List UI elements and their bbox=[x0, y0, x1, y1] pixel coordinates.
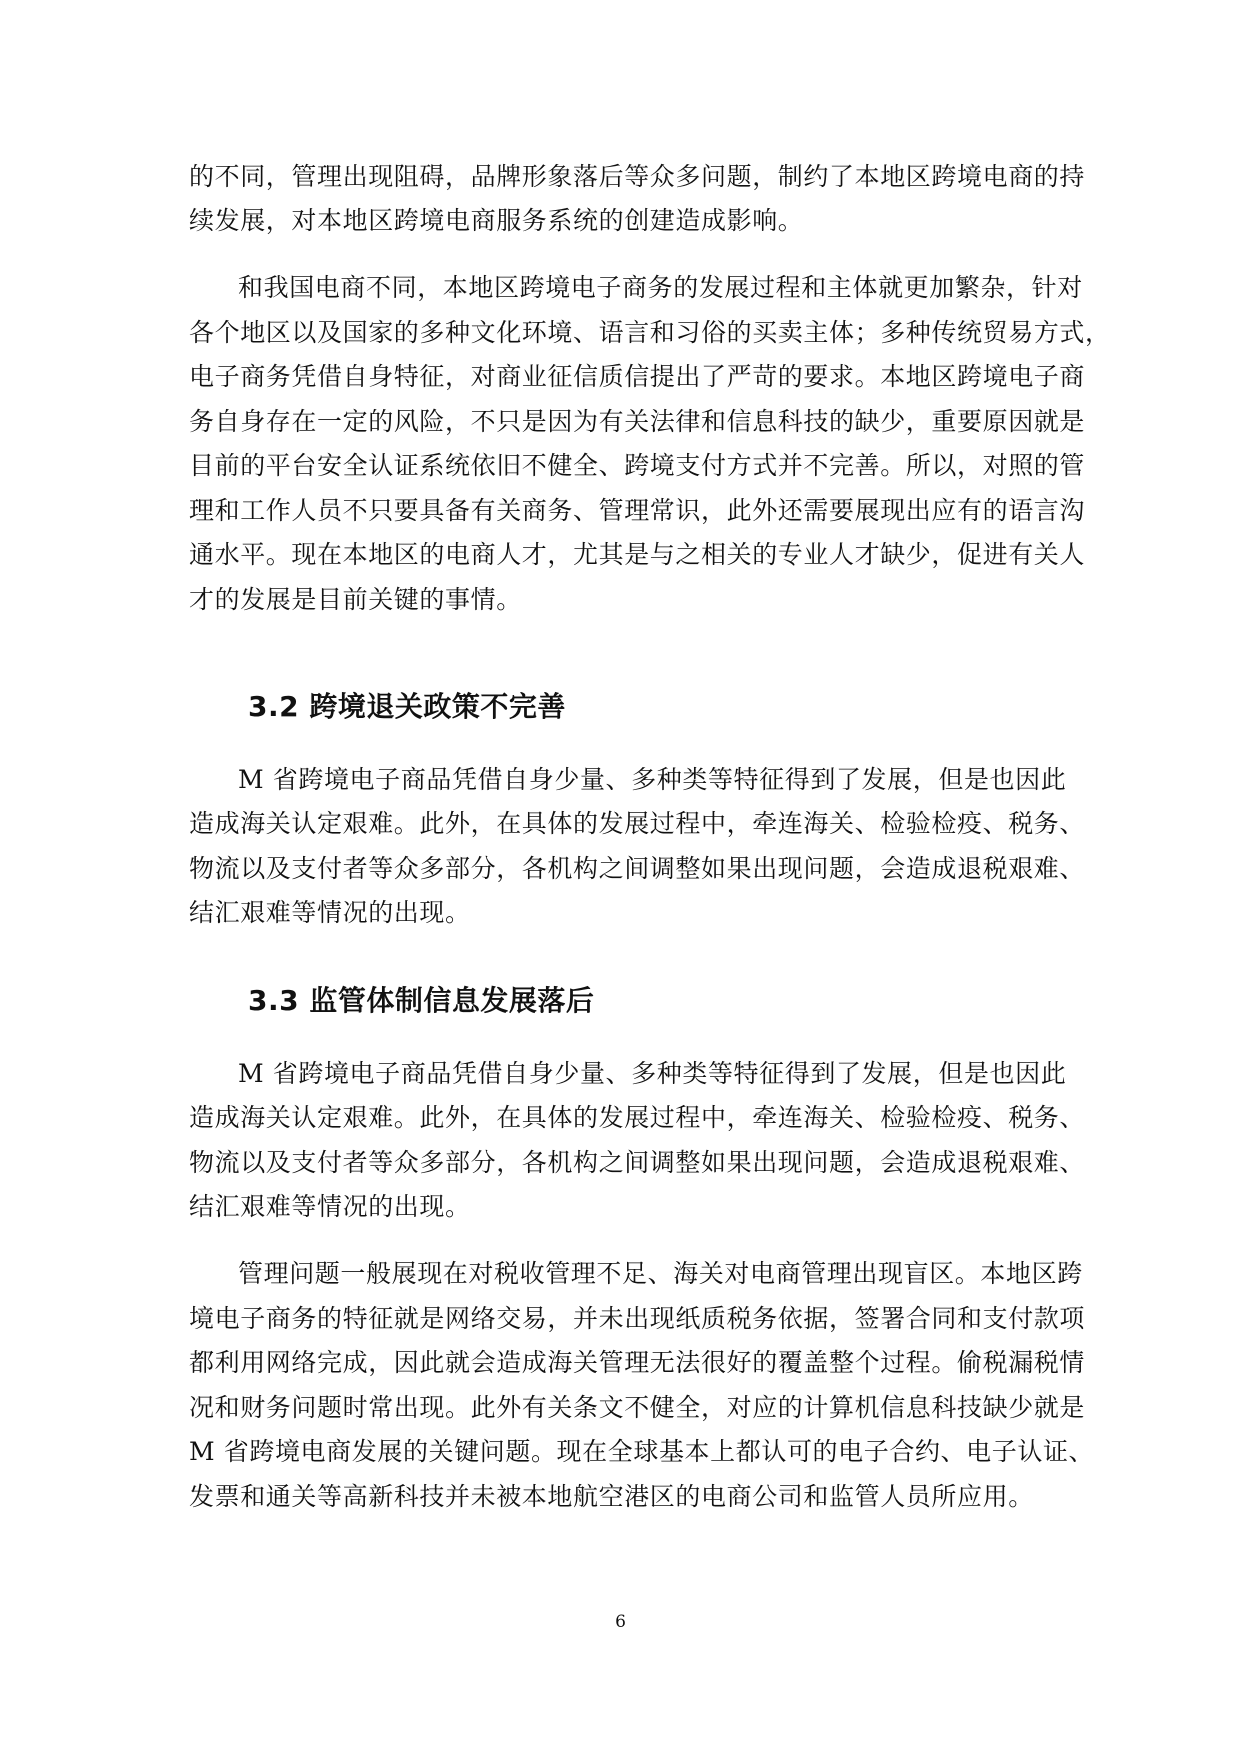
text-line: 物流以及支付者等众多部分，各机构之间调整如果出现问题，会造成退税艰难、 bbox=[189, 854, 1086, 883]
text-line: 和我国电商不同，本地区跨境电子商务的发展过程和主体就更加繁杂，针对 bbox=[238, 273, 1083, 302]
text-line: 结汇艰难等情况的出现。 bbox=[189, 1192, 471, 1221]
section-heading-3-2: 3.2 跨境退关政策不完善 bbox=[248, 690, 566, 723]
section-heading-3-3: 3.3 监管体制信息发展落后 bbox=[248, 984, 595, 1017]
text-line: 况和财务问题时常出现。此外有关条文不健全，对应的计算机信息科技缺少就是 bbox=[189, 1393, 1086, 1422]
text-line: M 省跨境电商发展的关键问题。现在全球基本上都认可的电子合约、电子认证、 bbox=[189, 1437, 1095, 1466]
page-number: 6 bbox=[615, 1612, 626, 1632]
text-line: 都利用网络完成，因此就会造成海关管理无法很好的覆盖整个过程。偷税漏税情 bbox=[189, 1348, 1086, 1377]
text-line: 通水平。现在本地区的电商人才，尤其是与之相关的专业人才缺少，促进有关人 bbox=[189, 540, 1086, 569]
text-line: 才的发展是目前关键的事情。 bbox=[189, 585, 522, 614]
text-line: M 省跨境电子商品凭借自身少量、多种类等特征得到了发展，但是也因此 bbox=[238, 765, 1067, 794]
text-line: 结汇艰难等情况的出现。 bbox=[189, 898, 471, 927]
text-line: 造成海关认定艰难。此外，在具体的发展过程中，牵连海关、检验检疫、税务、 bbox=[189, 1103, 1086, 1132]
text-line: 物流以及支付者等众多部分，各机构之间调整如果出现问题，会造成退税艰难、 bbox=[189, 1148, 1086, 1177]
text-line: 管理问题一般展现在对税收管理不足、海关对电商管理出现盲区。本地区跨 bbox=[238, 1259, 1083, 1288]
text-line: 境电子商务的特征就是网络交易，并未出现纸质税务依据，签署合同和支付款项 bbox=[189, 1304, 1086, 1333]
text-line: 造成海关认定艰难。此外，在具体的发展过程中，牵连海关、检验检疫、税务、 bbox=[189, 809, 1086, 838]
text-line: 发票和通关等高新科技并未被本地航空港区的电商公司和监管人员所应用。 bbox=[189, 1482, 1034, 1511]
text-line: 续发展，对本地区跨境电商服务系统的创建造成影响。 bbox=[189, 206, 804, 235]
text-line: 各个地区以及国家的多种文化环境、语言和习俗的买卖主体；多种传统贸易方式， bbox=[189, 318, 1111, 347]
text-line: M 省跨境电子商品凭借自身少量、多种类等特征得到了发展，但是也因此 bbox=[238, 1059, 1067, 1088]
text-line: 电子商务凭借自身特征，对商业征信质信提出了严苛的要求。本地区跨境电子商 bbox=[189, 362, 1086, 391]
text-line: 理和工作人员不只要具备有关商务、管理常识，此外还需要展现出应有的语言沟 bbox=[189, 496, 1086, 525]
text-line: 务自身存在一定的风险，不只是因为有关法律和信息科技的缺少，重要原因就是 bbox=[189, 407, 1086, 436]
text-line: 的不同，管理出现阻碍，品牌形象落后等众多问题，制约了本地区跨境电商的持 bbox=[189, 162, 1086, 191]
text-line: 目前的平台安全认证系统依旧不健全、跨境支付方式并不完善。所以，对照的管 bbox=[189, 451, 1086, 480]
